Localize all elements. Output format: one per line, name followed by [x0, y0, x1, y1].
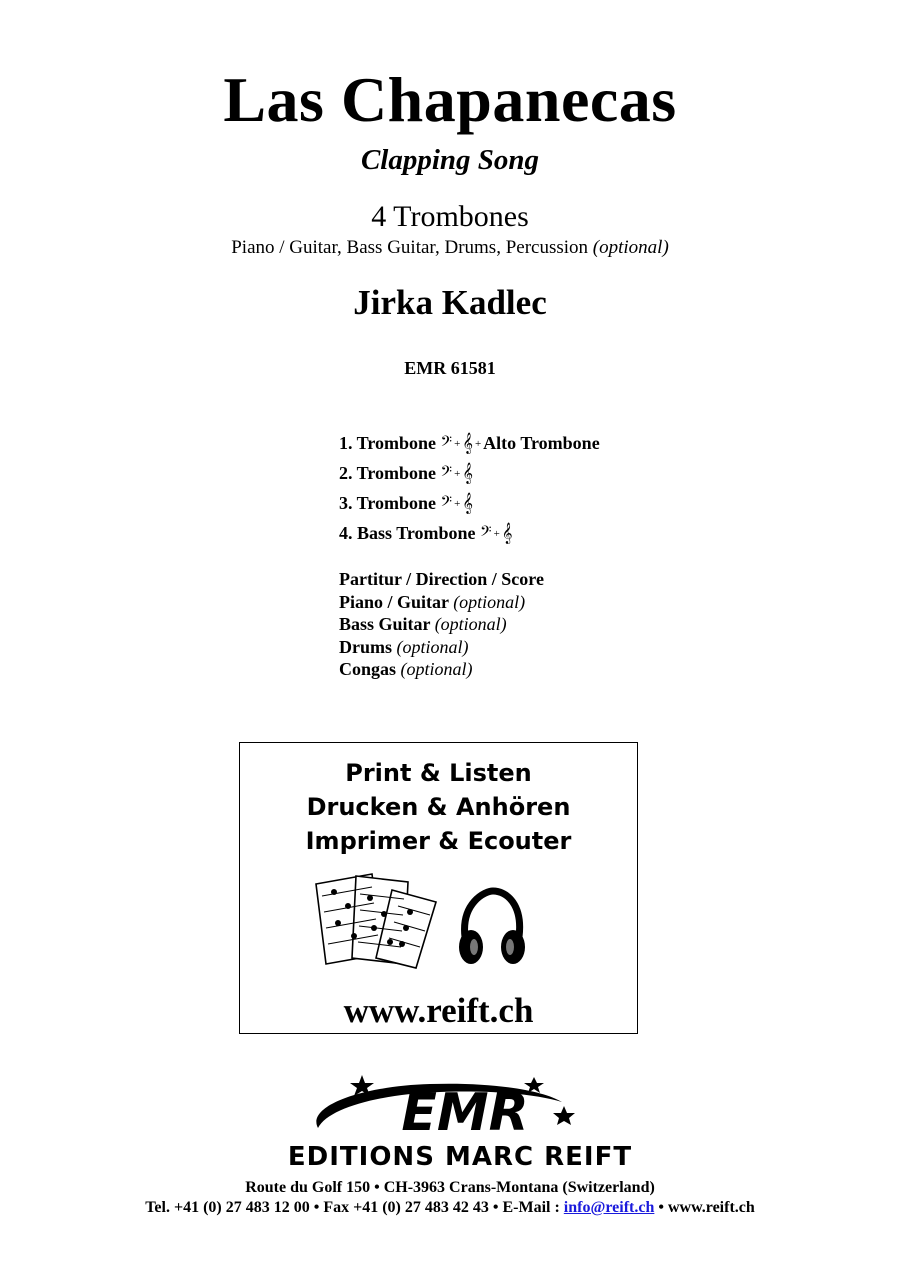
promo-url[interactable]: www.reift.ch [343, 991, 534, 1030]
material-note: (optional) [453, 591, 526, 612]
material-item [339, 636, 544, 659]
material-note: (optional) [434, 614, 507, 635]
ensemble: 4 Trombones [371, 200, 529, 233]
publisher-address: Route du Golf 150 • CH-3963 Crans-Montana (Switzerland) [245, 1179, 655, 1196]
material-item [339, 591, 544, 614]
part-label: 1. Trombone [339, 433, 437, 453]
promo-line-en: Print & Listen [345, 759, 532, 787]
publisher-name: EDITIONS MARC REIFT [287, 1142, 633, 1172]
part-suffix: Alto Trombone [483, 433, 600, 453]
tel-fax: Tel. +41 (0) 27 483 12 00 • Fax +41 (0) 27 483 42 43 • E-Mail : [145, 1199, 564, 1216]
catalog-number: EMR 61581 [404, 358, 496, 378]
instrumentation [0, 236, 900, 260]
part-label: 3. Trombone [339, 493, 437, 513]
bass-clef-icon: 𝄢 [440, 493, 453, 514]
star-icon [553, 1106, 575, 1125]
email-link[interactable]: info@reift.ch [563, 1199, 655, 1216]
material-note: (optional) [396, 636, 469, 657]
parts-list [339, 428, 600, 548]
plus-sign: + [454, 468, 461, 480]
publisher-contact [0, 1198, 900, 1218]
material-label: Congas [339, 659, 397, 680]
plus-sign: + [474, 438, 482, 450]
material-note: (optional) [400, 659, 473, 680]
part-label: 4. Bass Trombone [339, 523, 476, 543]
material-item [339, 613, 544, 636]
score-title: Las Chapanecas [223, 64, 677, 135]
part-item [339, 428, 600, 458]
material-item [339, 658, 544, 681]
instrumentation-main: Piano / Guitar, Bass Guitar, Drums, Percussion [231, 237, 593, 258]
promo-line-fr: Imprimer & Ecouter [305, 827, 572, 855]
treble-clef-icon: 𝄞 [462, 493, 473, 514]
logo-text: EMR [401, 1083, 529, 1143]
headphones-icon [455, 887, 527, 967]
bass-clef-icon: 𝄢 [440, 463, 453, 484]
material-label: Partitur / Direction / Score [339, 569, 544, 589]
plus-sign: + [454, 438, 461, 450]
part-item [339, 518, 600, 548]
materials-list [339, 568, 544, 681]
treble-clef-icon: 𝄞 [501, 523, 513, 544]
plus-sign: + [493, 528, 500, 540]
material-label: Bass Guitar [339, 614, 431, 635]
emr-logo [240, 1072, 680, 1172]
score-subtitle: Clapping Song [360, 144, 540, 176]
part-item [339, 458, 600, 488]
plus-sign: + [454, 498, 461, 510]
print-listen-box [239, 742, 638, 1034]
website: • www.reift.ch [654, 1199, 755, 1216]
composer: Jirka Kadlec [353, 283, 547, 322]
material-item [339, 568, 544, 591]
sheet-music-icon [312, 870, 442, 970]
bass-clef-icon: 𝄢 [440, 433, 453, 454]
bass-clef-icon: 𝄢 [480, 523, 492, 544]
promo-line-de: Drucken & Anhören [306, 793, 571, 821]
material-label: Piano / Guitar [339, 591, 449, 612]
instrumentation-optional: (optional) [592, 237, 669, 258]
treble-clef-icon: 𝄞 [462, 463, 473, 484]
material-label: Drums [339, 636, 392, 657]
treble-clef-icon: 𝄞 [462, 433, 473, 454]
part-label: 2. Trombone [339, 463, 437, 483]
part-item [339, 488, 600, 518]
